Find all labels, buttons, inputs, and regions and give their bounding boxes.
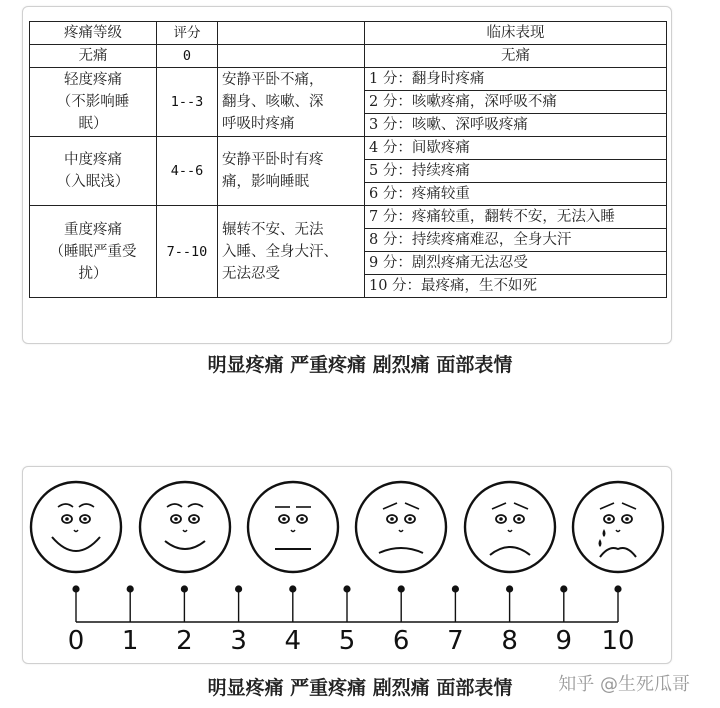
scale-number: 6	[392, 626, 410, 656]
face-frown-icon	[465, 482, 555, 572]
clinical-cell: 无痛	[365, 45, 667, 68]
scale-number: 1	[121, 626, 139, 656]
level-cell	[30, 68, 157, 137]
scale-dot	[127, 585, 134, 592]
cell-line: 眠）	[78, 116, 108, 132]
scale-dot	[289, 585, 296, 592]
table-row	[30, 206, 667, 229]
clinical-item: 5 分：持续疼痛	[365, 160, 667, 183]
face-smile-icon	[140, 482, 230, 572]
scale-dot	[452, 585, 459, 592]
scale-dot	[72, 585, 79, 592]
header-cell	[218, 22, 365, 45]
clinical-item: 2 分：咳嗽疼痛，深呼吸不痛	[365, 91, 667, 114]
table-row	[30, 137, 667, 160]
table-row	[30, 68, 667, 91]
scale-dot	[235, 585, 242, 592]
face-frown-slight-icon	[356, 482, 446, 572]
scale-number: 8	[501, 626, 518, 656]
clinical-item: 6 分：疼痛较重	[365, 183, 667, 206]
score-cell: 1--3	[157, 68, 218, 137]
cell-line: 翻身、咳嗽、深	[222, 94, 324, 110]
cell-line: 扰）	[78, 265, 108, 282]
scale-number: 2	[176, 626, 193, 656]
score-cell: 7--10	[157, 206, 218, 298]
cell-line: 无法忍受	[222, 265, 280, 282]
clinical-item: 8 分：持续疼痛难忍，全身大汗	[365, 229, 667, 252]
desc-cell	[218, 68, 365, 137]
caption-top: 明显疼痛 严重疼痛 剧烈痛 面部表情	[207, 354, 513, 376]
desc-cell	[218, 206, 365, 298]
header-cell: 临床表现	[365, 22, 667, 45]
clinical-item: 7 分：疼痛较重，翻转不安，无法入睡	[365, 206, 667, 229]
clinical-item: 1 分：翻身时疼痛	[365, 68, 667, 91]
scale-number: 5	[338, 626, 356, 656]
watermark: 知乎 @生死瓜哥	[558, 674, 690, 695]
face-scale-graphic	[23, 467, 671, 663]
cell-line: （入眠浅）	[56, 174, 130, 190]
scale-dot	[506, 585, 513, 592]
face-scale-panel	[22, 466, 672, 664]
pain-table-panel	[22, 6, 672, 344]
pain-grade-table	[29, 21, 667, 298]
cell-line: 痛，影响睡眠	[222, 174, 309, 190]
cell-line: 重度疼痛	[64, 221, 122, 238]
header-cell: 评分	[157, 22, 218, 45]
cell-line: 轻度疼痛	[64, 72, 122, 88]
level-cell: 无痛	[30, 45, 157, 68]
desc-cell	[218, 137, 365, 206]
scale-number: 4	[284, 626, 302, 656]
scale-number: 3	[230, 626, 247, 656]
level-cell	[30, 137, 157, 206]
cell-line: 呼吸时疼痛	[222, 116, 295, 132]
clinical-item: 9 分：剧烈疼痛无法忍受	[365, 252, 667, 275]
cell-line: （不影响睡	[56, 94, 130, 110]
scale-dot	[398, 585, 405, 592]
scale-number: 9	[555, 626, 573, 656]
scale-dot	[614, 585, 621, 592]
face-neutral-icon	[248, 482, 338, 572]
cell-line: 入睡、全身大汗、	[222, 243, 338, 260]
face-cry-icon	[573, 482, 663, 572]
cell-line: 中度疼痛	[64, 152, 122, 168]
score-cell: 4--6	[157, 137, 218, 206]
scale-number: 7	[447, 626, 464, 656]
scale-number: 10	[601, 626, 635, 656]
cell-line: 安静平卧不痛，	[222, 72, 324, 88]
desc-cell	[218, 45, 365, 68]
clinical-item: 10 分：最疼痛，生不如死	[365, 275, 667, 298]
table-row	[30, 45, 667, 68]
cell-line: （睡眠严重受	[49, 243, 137, 260]
score-cell: 0	[157, 45, 218, 68]
clinical-item: 3 分：咳嗽、深呼吸疼痛	[365, 114, 667, 137]
caption-bottom: 明显疼痛 严重疼痛 剧烈痛 面部表情	[207, 677, 513, 699]
cell-line: 辗转不安、无法	[222, 221, 324, 238]
header-cell: 疼痛等级	[30, 22, 157, 45]
table-header-row	[30, 22, 667, 45]
scale-dot	[181, 585, 188, 592]
face-smile-big-icon	[31, 482, 121, 572]
scale-number: 0	[67, 626, 85, 656]
scale-dot	[343, 585, 350, 592]
level-cell	[30, 206, 157, 298]
clinical-item: 4 分：间歇疼痛	[365, 137, 667, 160]
cell-line: 安静平卧时有疼	[222, 152, 324, 168]
scale-dot	[560, 585, 567, 592]
